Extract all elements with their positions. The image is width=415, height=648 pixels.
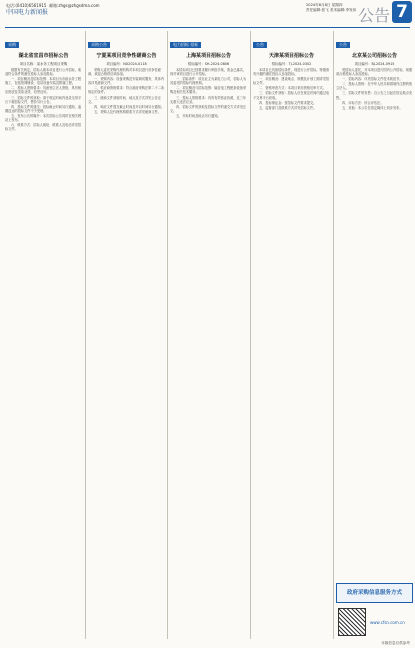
notice-paragraph: 四、投标文件的递交：投标截止时间另行通知，逾期送达的投标文件不予受理。 bbox=[5, 104, 82, 113]
column-divider bbox=[250, 31, 251, 639]
notice-paragraph: 三、磋商文件获取时间、地点及方式详见公告正文。 bbox=[88, 95, 161, 104]
notice-paragraph: 一、招标条件：项目业主为某电力公司，招标人为其委托的招标代理机构。 bbox=[170, 77, 247, 86]
masthead: 中国电力新闻报 bbox=[6, 9, 49, 16]
notice-paragraph: 三、招标文件的获取：请于规定时间内登录交易平台下载招标文件，售价另行公告。 bbox=[5, 95, 82, 104]
notice-paragraph: 五、开标时间及地点另行通知。 bbox=[176, 113, 221, 118]
column-tag: 电力招标 招标 bbox=[170, 42, 201, 48]
notice-title: 北京某公司招标公告 bbox=[351, 53, 397, 59]
notice-title: 天津某项目招标公告 bbox=[268, 53, 314, 59]
header-rule bbox=[5, 27, 410, 28]
page-number: 7 bbox=[392, 1, 412, 23]
notice-paragraph: 受招标人委托，对本项目进行国内公开招标，现邀请合格投标人参加投标。 bbox=[336, 68, 413, 77]
notice-title: 宁夏某项目竞争性磋商公告 bbox=[96, 53, 157, 59]
notice-paragraph: 三、投标人资格要求：具有有效营业执照，近三年无重大违法记录。 bbox=[170, 95, 247, 104]
column-4 bbox=[253, 31, 330, 639]
notice-subtitle: 项目编号：BJ-2024-0915 bbox=[354, 62, 395, 66]
notice-paragraph: 三、招标文件的发售：自公告之日起在指定地点发售。 bbox=[336, 91, 413, 100]
column-3 bbox=[170, 31, 247, 639]
qr-code-icon bbox=[338, 608, 366, 636]
notice-paragraph: 五、采购人及代理机构联系方式详见磋商文件。 bbox=[94, 109, 161, 114]
notice-paragraph: 二、投标人资格：在中华人民共和国境内注册的独立法人。 bbox=[336, 82, 413, 91]
notice-title: 湖北省宜昌市招标公告 bbox=[18, 53, 69, 59]
notice-paragraph: 一、项目概况：建设地点、规模及计划工期详见招标文件。 bbox=[253, 77, 330, 86]
notice-subtitle: 项目编号：NX2024-0118 bbox=[106, 62, 147, 66]
notice-paragraph: 六、联系方式：招标人地址、联系人及电话详见招标文件。 bbox=[5, 123, 82, 132]
column-1 bbox=[5, 31, 82, 639]
notice-paragraph: 一、招标内容：详见招标文件技术规范书。 bbox=[342, 77, 403, 82]
column-5 bbox=[336, 31, 413, 581]
header-date: 2024年8月8日 星期四 bbox=[306, 3, 343, 7]
notice-title: 上海某项目招标公告 bbox=[185, 53, 231, 59]
site-url[interactable]: www.cfsn.com.cn bbox=[370, 620, 405, 625]
header-tel: 电话:(0410)6561915 bbox=[6, 3, 47, 8]
notice-paragraph: 本招标项目已按要求履行审批手续，资金已落实，现对该项目进行公开招标。 bbox=[170, 68, 247, 77]
column-2 bbox=[88, 31, 165, 639]
notice-subtitle: 招标编号：SH-2024-0806 bbox=[187, 62, 230, 66]
column-tag: 公告 bbox=[253, 42, 267, 48]
column-divider bbox=[333, 31, 334, 639]
page-header bbox=[0, 0, 415, 30]
header-meta bbox=[306, 3, 356, 13]
notice-paragraph: 四、响应文件提交截止时间及开启时间另行通知。 bbox=[94, 104, 165, 109]
notice-subtitle: 项目名称：某水务工程项目采购 bbox=[19, 62, 68, 66]
column-tag: 采购 bbox=[5, 42, 19, 48]
notice-paragraph: 五、发布公告的媒介：本次招标公告同时在相关网站上发布。 bbox=[5, 113, 82, 123]
notice-paragraph: 二、项目概况与招标范围：输变电工程配套设备采购及相关技术服务。 bbox=[170, 86, 247, 95]
column-divider bbox=[85, 31, 86, 639]
column-tag: 公告 bbox=[336, 42, 350, 48]
column-tag: 采购公告 bbox=[88, 42, 110, 48]
page-footer: 本版信息仅供参考 bbox=[381, 641, 410, 645]
notice-paragraph: 采购人委托采购代理机构对本项目进行竞争性磋商，欢迎合格供应商参加。 bbox=[88, 68, 161, 77]
notice-paragraph: 四、投标保证金：按招标文件要求提交。 bbox=[259, 100, 317, 105]
notice-paragraph: 五、监督部门及联系方式详见招标文件。 bbox=[259, 105, 317, 110]
notice-paragraph: 五、其他：本公告在指定媒体上同步发布。 bbox=[342, 105, 403, 110]
notice-paragraph: 二、投标人资格要求：具备独立法人资格，具有相应资质及类似业绩，信誉良好。 bbox=[5, 86, 82, 95]
column-divider bbox=[167, 31, 168, 639]
header-contact bbox=[6, 3, 100, 15]
service-banner: 政府采购信息服务方式 bbox=[336, 583, 413, 603]
notice-subtitle: 招标编号：TJ-2024-0302 bbox=[271, 62, 312, 66]
notice-paragraph: 本项目已具备招标条件，现进行公开招标，特邀请有兴趣的潜在投标人参加投标。 bbox=[253, 68, 330, 77]
notice-paragraph: 一、项目概况及招标范围：本项目为市政水务工程施工，包括管网铺设、泵站设备安装及附属工程。 bbox=[5, 77, 82, 86]
notice-paragraph: 一、采购内容：设备采购及安装调试服务，具体内容详见磋商文件。 bbox=[88, 77, 165, 86]
notice-paragraph: 二、供应商资格要求：符合政府采购法第二十二条规定的条件。 bbox=[88, 86, 165, 95]
notice-paragraph: 四、评标方法：综合评估法。 bbox=[342, 100, 384, 105]
header-editor: 责任编辑:张飞 美术编辑:李发伟 bbox=[306, 8, 357, 12]
header-email: 邮箱:zhgs@zhgsdma.com bbox=[49, 3, 100, 8]
notice-paragraph: 四、招标文件的获取及投标文件的递交方式详见正文。 bbox=[170, 104, 247, 113]
notice-paragraph: 二、资格审查方式：本项目采用资格后审方式。 bbox=[259, 86, 326, 91]
notice-paragraph: 三、招标文件获取：投标人应在规定时间内通过电子交易平台获取。 bbox=[253, 91, 330, 100]
notice-paragraph: 根据有关规定，招标人就本项目进行公开招标，欢迎符合条件的潜在投标人参加投标。 bbox=[5, 68, 82, 77]
section-title: 公告 bbox=[358, 6, 391, 25]
